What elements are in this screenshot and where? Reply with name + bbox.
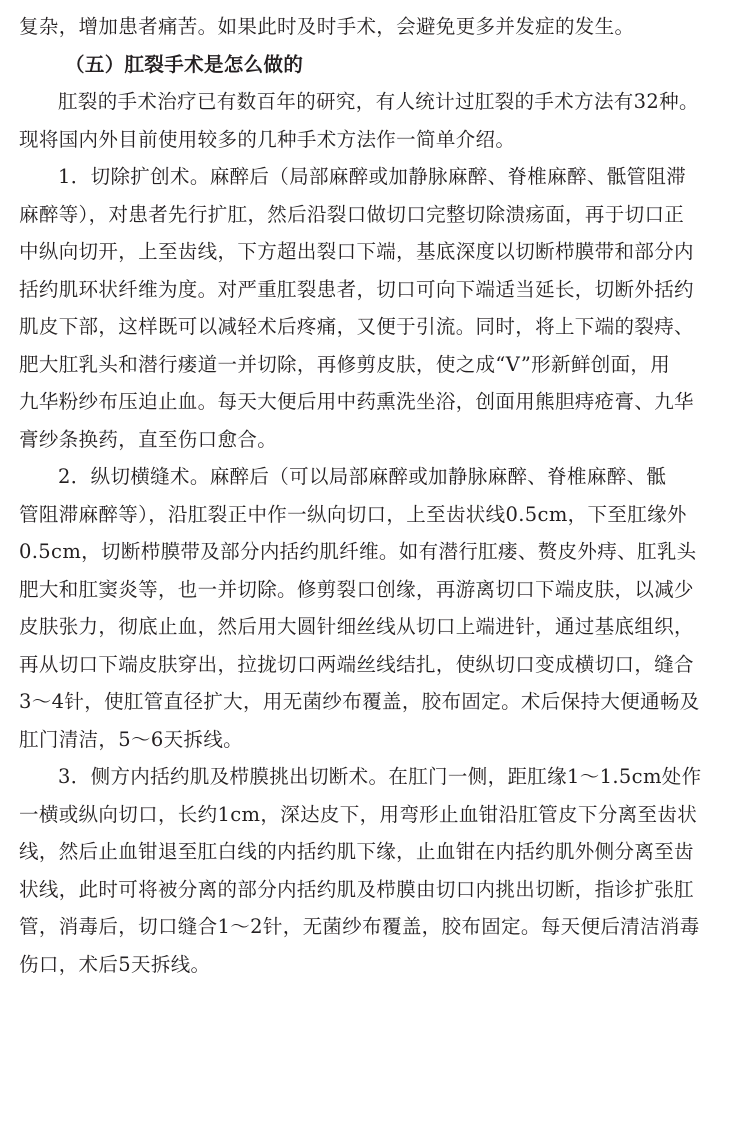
section-heading: （五）肛裂手术是怎么做的 <box>65 52 304 76</box>
paragraph-first-line: 3．侧方内括约肌及栉膜挑出切断术。在肛门一侧，距肛缘1～1.5cm处作 <box>58 765 702 788</box>
paragraph-first-line: 1．切除扩创术。麻醉后（局部麻醉或加静脉麻醉、脊椎麻醉、骶管阻滞 <box>58 165 687 188</box>
text-line: 3～4针，使肛管直径扩大，用无菌纱布覆盖，胶布固定。术后保持大便通畅及 <box>19 690 700 713</box>
paragraph-first-line: 肛裂的手术治疗已有数百年的研究，有人统计过肛裂的手术方法有32种。 <box>58 90 699 113</box>
text-line: 一横或纵向切口，长约1cm，深达皮下，用弯形止血钳沿肛管皮下分离至齿状 <box>19 802 698 826</box>
text-line: 肥大和肛窦炎等，也一并切除。修剪裂口创缘，再游离切口下端皮肤，以减少 <box>19 577 694 601</box>
text-line: 中纵向切开，上至齿线，下方超出裂口下端，基底深度以切断栉膜带和部分内 <box>19 240 694 263</box>
paragraph-first-line: 2．纵切横缝术。麻醉后（可以局部麻醉或加静脉麻醉、脊椎麻醉、骶 <box>58 465 667 488</box>
text-line: 0.5cm，切断栉膜带及部分内括约肌纤维。如有潜行肛瘘、赘皮外痔、肛乳头 <box>19 540 697 563</box>
text-line: 肌皮下部，这样既可以减轻术后疼痛，又便于引流。同时，将上下端的裂痔、 <box>19 315 694 338</box>
text-line: 现将国内外目前使用较多的几种手术方法作一简单介绍。 <box>19 127 516 151</box>
text-line: 管，消毒后，切口缝合1～2针，无菌纱布覆盖，胶布固定。每天便后清洁消毒 <box>19 915 700 938</box>
text-line: 麻醉等），对患者先行扩肛，然后沿裂口做切口完整切除溃疡面，再于切口正 <box>19 202 685 226</box>
document-page <box>19 8 735 983</box>
text-line: 肥大肛乳头和潜行瘘道一并切除，再修剪皮肤，使之成“V”形新鲜创面，用 <box>19 352 671 376</box>
text-line: 线，然后止血钳退至肛白线的内括约肌下缘，止血钳在内括约肌外侧分离至齿 <box>19 840 694 863</box>
text-line: 膏纱条换药，直至伤口愈合。 <box>19 427 278 451</box>
text-line: 括约肌环状纤维为度。对严重肛裂患者，切口可向下端适当延长，切断外括约 <box>19 277 694 301</box>
text-line: 复杂，增加患者痛苦。如果此时及时手术，会避免更多并发症的发生。 <box>19 15 635 38</box>
text-line: 肛门清洁，5～6天拆线。 <box>19 727 244 751</box>
text-line: 九华粉纱布压迫止血。每天大便后用中药熏洗坐浴，创面用熊胆痔疮膏、九华 <box>19 390 694 413</box>
text-line: 再从切口下端皮肤穿出，拉拢切口两端丝线结扎，使纵切口变成横切口，缝合 <box>19 652 694 676</box>
text-line: 伤口，术后5天拆线。 <box>19 952 211 976</box>
text-line: 状线，此时可将被分离的部分内括约肌及栉膜由切口内挑出切断，指诊扩张肛 <box>19 877 694 901</box>
text-line: 皮肤张力，彻底止血，然后用大圆针细丝线从切口上端进针，通过基底组织， <box>19 615 694 638</box>
text-line: 管阻滞麻醉等），沿肛裂正中作一纵向切口，上至齿状线0.5cm，下至肛缘外 <box>19 502 687 526</box>
